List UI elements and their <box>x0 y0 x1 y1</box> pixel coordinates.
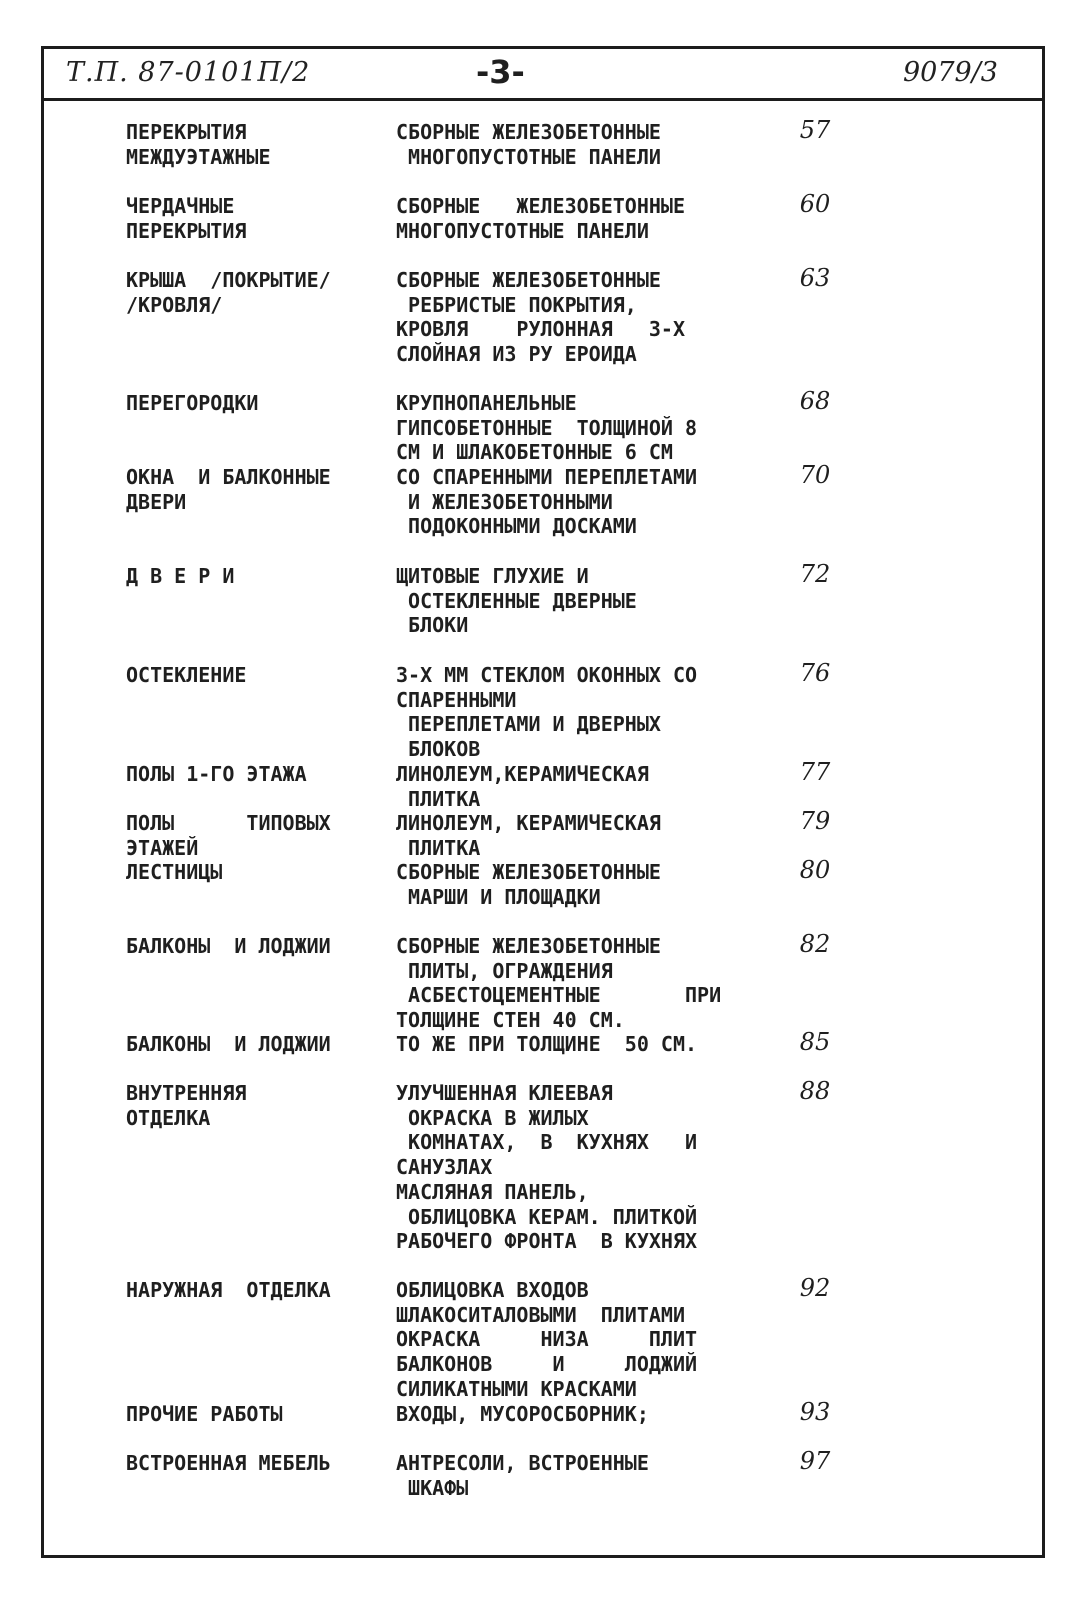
page-ref: 77 <box>799 758 831 786</box>
element-name: ПОЛЫ 1-ГО ЭТАЖА <box>126 762 307 786</box>
page-ref: 60 <box>799 190 831 218</box>
element-name: БАЛКОНЫ И ЛОДЖИИ <box>126 1032 331 1056</box>
page-ref: 72 <box>799 560 831 588</box>
element-name: ПОЛЫ ТИПОВЫХ ЭТАЖЕЙ <box>126 811 331 860</box>
page-ref: 82 <box>799 930 831 958</box>
page-ref: 88 <box>799 1077 831 1105</box>
element-name: Д В Е Р И <box>126 564 235 588</box>
element-description: СБОРНЫЕ ЖЕЛЕЗОБЕТОННЫЕ МНОГОПУСТОТНЫЕ ПАНЕЛИ <box>396 194 685 243</box>
element-description: ЛИНОЛЕУМ, КЕРАМИЧЕСКАЯ ПЛИТКА <box>396 811 661 860</box>
element-name: ОСТЕКЛЕНИЕ <box>126 663 247 687</box>
element-name: ПЕРЕГОРОДКИ <box>126 391 259 415</box>
sheet-code: 9079/3 <box>903 57 998 88</box>
document-header <box>44 49 1042 101</box>
element-name: ЧЕРДАЧНЫЕ ПЕРЕКРЫТИЯ <box>126 194 247 243</box>
element-description: ВХОДЫ, МУСОРОСБОРНИК; <box>396 1402 649 1426</box>
page-ref: 97 <box>799 1447 831 1475</box>
element-name: ПРОЧИЕ РАБОТЫ <box>126 1402 283 1426</box>
page-ref: 63 <box>799 264 831 292</box>
element-description: КРУПНОПАНЕЛЬНЫЕ ГИПСОБЕТОННЫЕ ТОЛЩИНОЙ 8 СМ И ШЛАКОБЕТОННЫЕ 6 СМ <box>396 391 698 465</box>
element-description: ЛИНОЛЕУМ,КЕРАМИЧЕСКАЯ ПЛИТКА <box>396 762 649 811</box>
element-description: ЩИТОВЫЕ ГЛУХИЕ И ОСТЕКЛЕННЫЕ ДВЕРНЫЕ БЛОКИ <box>396 564 637 638</box>
element-description: СБОРНЫЕ ЖЕЛЕЗОБЕТОННЫЕ РЕБРИСТЫЕ ПОКРЫТИЯ, КРОВЛЯ РУЛОННАЯ 3-Х СЛОЙНАЯ ИЗ РУ ЕРОИДА <box>396 268 685 367</box>
element-name: ОКНА И БАЛКОННЫЕ ДВЕРИ <box>126 465 331 514</box>
element-description: СБОРНЫЕ ЖЕЛЕЗОБЕТОННЫЕ ПЛИТЫ, ОГРАЖДЕНИЯ АСБЕСТОЦЕМЕНТНЫЕ ПРИ ТОЛЩИНЕ СТЕН 40 СМ. <box>396 934 722 1033</box>
element-description: СО СПАРЕННЫМИ ПЕРЕПЛЕТАМИ И ЖЕЛЕЗОБЕТОННЫМИ ПОДОКОННЫМИ ДОСКАМИ <box>396 465 698 539</box>
element-description: ТО ЖЕ ПРИ ТОЛЩИНЕ 50 СМ. <box>396 1032 698 1056</box>
page-ref: 85 <box>799 1028 831 1056</box>
page-number: -3- <box>476 53 525 91</box>
page-ref: 92 <box>799 1274 831 1302</box>
page-ref: 79 <box>799 807 831 835</box>
page-ref: 68 <box>799 387 831 415</box>
page-ref: 57 <box>799 116 831 144</box>
element-description: СБОРНЫЕ ЖЕЛЕЗОБЕТОННЫЕ МАРШИ И ПЛОЩАДКИ <box>396 860 661 909</box>
element-name: НАРУЖНАЯ ОТДЕЛКА <box>126 1278 331 1302</box>
element-description: 3-Х ММ СТЕКЛОМ ОКОННЫХ СО СПАРЕННЫМИ ПЕРЕПЛЕТАМИ И ДВЕРНЫХ БЛОКОВ <box>396 663 698 762</box>
page-ref: 70 <box>799 461 831 489</box>
element-description: ОБЛИЦОВКА ВХОДОВ ШЛАКОСИТАЛОВЫМИ ПЛИТАМИ ОКРАСКА НИЗА ПЛИТ БАЛКОНОВ И ЛОДЖИЙ СИЛИКАТНЫМИ КРАСКАМИ <box>396 1278 698 1401</box>
element-name: БАЛКОНЫ И ЛОДЖИИ <box>126 934 331 958</box>
page-ref: 76 <box>799 659 831 687</box>
page-ref: 80 <box>799 856 831 884</box>
element-name: ЛЕСТНИЦЫ <box>126 860 223 884</box>
page-ref: 93 <box>799 1398 831 1426</box>
element-description: УЛУЧШЕННАЯ КЛЕЕВАЯ ОКРАСКА В ЖИЛЫХ КОМНАТАХ, В КУХНЯХ И САНУЗЛАХ МАСЛЯНАЯ ПАНЕЛЬ, ОБЛИЦОВКА КЕРАМ. ПЛИТКОЙ РАБОЧЕГО ФРОНТА В КУХНЯХ <box>396 1081 698 1254</box>
element-name: ПЕРЕКРЫТИЯ МЕЖДУЭТАЖНЫЕ <box>126 120 271 169</box>
element-name: ВСТРОЕННАЯ МЕБЕЛЬ <box>126 1451 331 1475</box>
element-description: АНТРЕСОЛИ, ВСТРОЕННЫЕ ШКАФЫ <box>396 1451 649 1500</box>
element-description: СБОРНЫЕ ЖЕЛЕЗОБЕТОННЫЕ МНОГОПУСТОТНЫЕ ПАНЕЛИ <box>396 120 661 169</box>
element-name: КРЫША /ПОКРЫТИЕ/ /КРОВЛЯ/ <box>126 268 331 317</box>
document-code: Т.П. 87-0101П/2 <box>66 57 311 88</box>
element-name: ВНУТРЕННЯЯ ОТДЕЛКА <box>126 1081 247 1130</box>
